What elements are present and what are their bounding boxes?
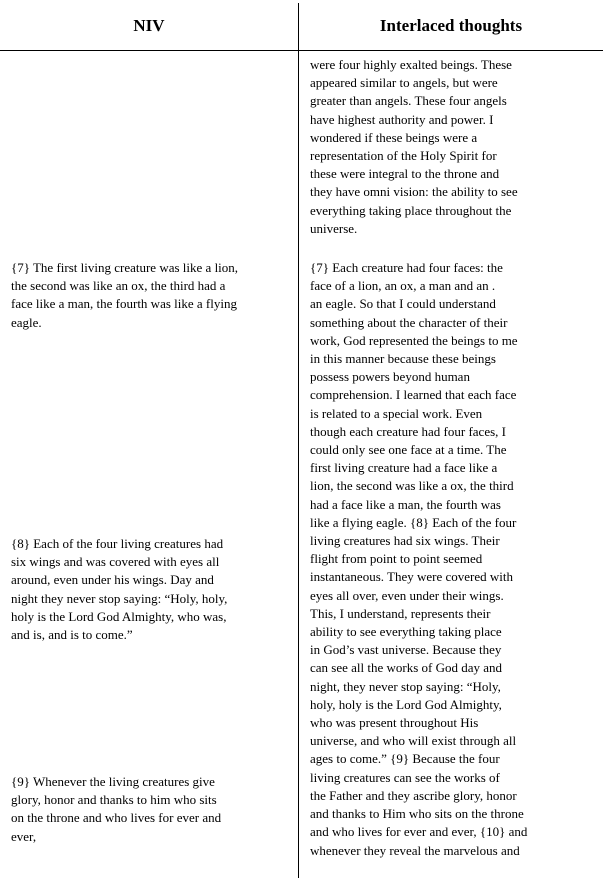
text-line: on the throne and who lives for ever and [11, 810, 222, 826]
text-line: the Father and they ascribe glory, honor [310, 787, 517, 803]
text-line: around, even under his wings. Day and [11, 572, 214, 588]
column-divider [298, 3, 299, 878]
text-line: face like a man, the fourth was like a flying [11, 296, 237, 312]
text-line: living creatures can see the works of [310, 769, 500, 785]
text-line: comprehension. I learned that each face [310, 387, 517, 403]
text-line: ability to see everything taking place [310, 624, 502, 640]
text-line: they have omni vision: the ability to see [310, 184, 518, 200]
text-line: ages to come.” {9} Because the four [310, 751, 500, 767]
text-line: the second was like an ox, the third had a [11, 278, 226, 294]
header-divider [0, 50, 603, 51]
text-line: ever, [11, 828, 37, 844]
text-line: an eagle. So that I could understand [310, 296, 496, 312]
text-line: representation of the Holy Spirit for [310, 148, 497, 164]
text-line: in God’s vast universe. Because they [310, 642, 502, 658]
text-line: flight from point to point seemed [310, 551, 483, 567]
text-line: living creatures had six wings. Their [310, 533, 500, 549]
text-line: wondered if these beings were a [310, 129, 478, 145]
niv-verse-8 [11, 535, 296, 644]
text-line: is related to a special work. Even [310, 405, 483, 421]
text-line: have highest authority and power. I [310, 111, 494, 127]
text-line: and who lives for ever and ever, {10} and [310, 824, 528, 840]
niv-column-header: NIV [133, 16, 165, 35]
text-line: lion, the second was like a ox, the third [310, 478, 514, 494]
text-line: holy is the Lord God Almighty, who was, [11, 608, 227, 624]
text-line: This, I understand, represents their [310, 605, 491, 621]
text-line: instantaneous. They were covered with [310, 569, 513, 585]
interlaced-column-header: Interlaced thoughts [379, 16, 523, 35]
niv-verse-7 [11, 259, 296, 332]
niv-verse-9 [11, 773, 296, 846]
text-line: {9} Whenever the living creatures give [11, 774, 215, 789]
text-line: who was present throughout His [310, 715, 479, 731]
text-line: like a flying eagle. {8} Each of the four [310, 514, 517, 530]
text-line: {7} The first living creature was like a lion, [11, 260, 239, 275]
text-line: night, they never stop saying: “Holy, [310, 678, 501, 694]
text-line: though each creature had four faces, I [310, 423, 506, 439]
text-line: possess powers beyond human [310, 369, 470, 385]
text-line: eyes all over, even under their wings. [310, 587, 504, 603]
text-line: holy, holy is the Lord God Almighty, [310, 696, 502, 712]
interlaced-verse-7 [310, 259, 600, 860]
text-line: universe. [310, 220, 358, 236]
text-line: could only see one face at a time. The [310, 442, 507, 458]
text-line: six wings and was covered with eyes all [11, 554, 220, 570]
text-line: greater than angels. These four angels [310, 93, 507, 109]
text-line: had a face like a man, the fourth was [310, 496, 501, 512]
text-line: were four highly exalted beings. These [310, 57, 512, 72]
text-line: appeared similar to angels, but were [310, 75, 498, 91]
text-line: everything taking place throughout the [310, 202, 512, 218]
text-line: face of a lion, an ox, a man and an . [310, 278, 496, 294]
text-line: {7} Each creature had four faces: the [310, 260, 503, 275]
text-line: work, God represented the beings to me [310, 332, 518, 348]
interlaced-intro [310, 56, 600, 238]
text-line: these were integral to the throne and [310, 166, 500, 182]
text-line: night they never stop saying: “Holy, holy, [11, 590, 228, 606]
text-line: universe, and who will exist through all [310, 733, 517, 749]
text-line: eagle. [11, 314, 42, 330]
text-line: {8} Each of the four living creatures had [11, 536, 224, 551]
text-line: in this manner because these beings [310, 351, 496, 367]
text-line: and thanks to Him who sits on the throne [310, 806, 524, 822]
text-line: whenever they reveal the marvelous and [310, 842, 520, 858]
text-line: first living creature had a face like a [310, 460, 498, 476]
text-line: can see all the works of God day and [310, 660, 503, 676]
text-line: and is, and is to come.” [11, 627, 133, 643]
text-line: glory, honor and thanks to him who sits [11, 792, 217, 808]
text-line: something about the character of their [310, 314, 508, 330]
